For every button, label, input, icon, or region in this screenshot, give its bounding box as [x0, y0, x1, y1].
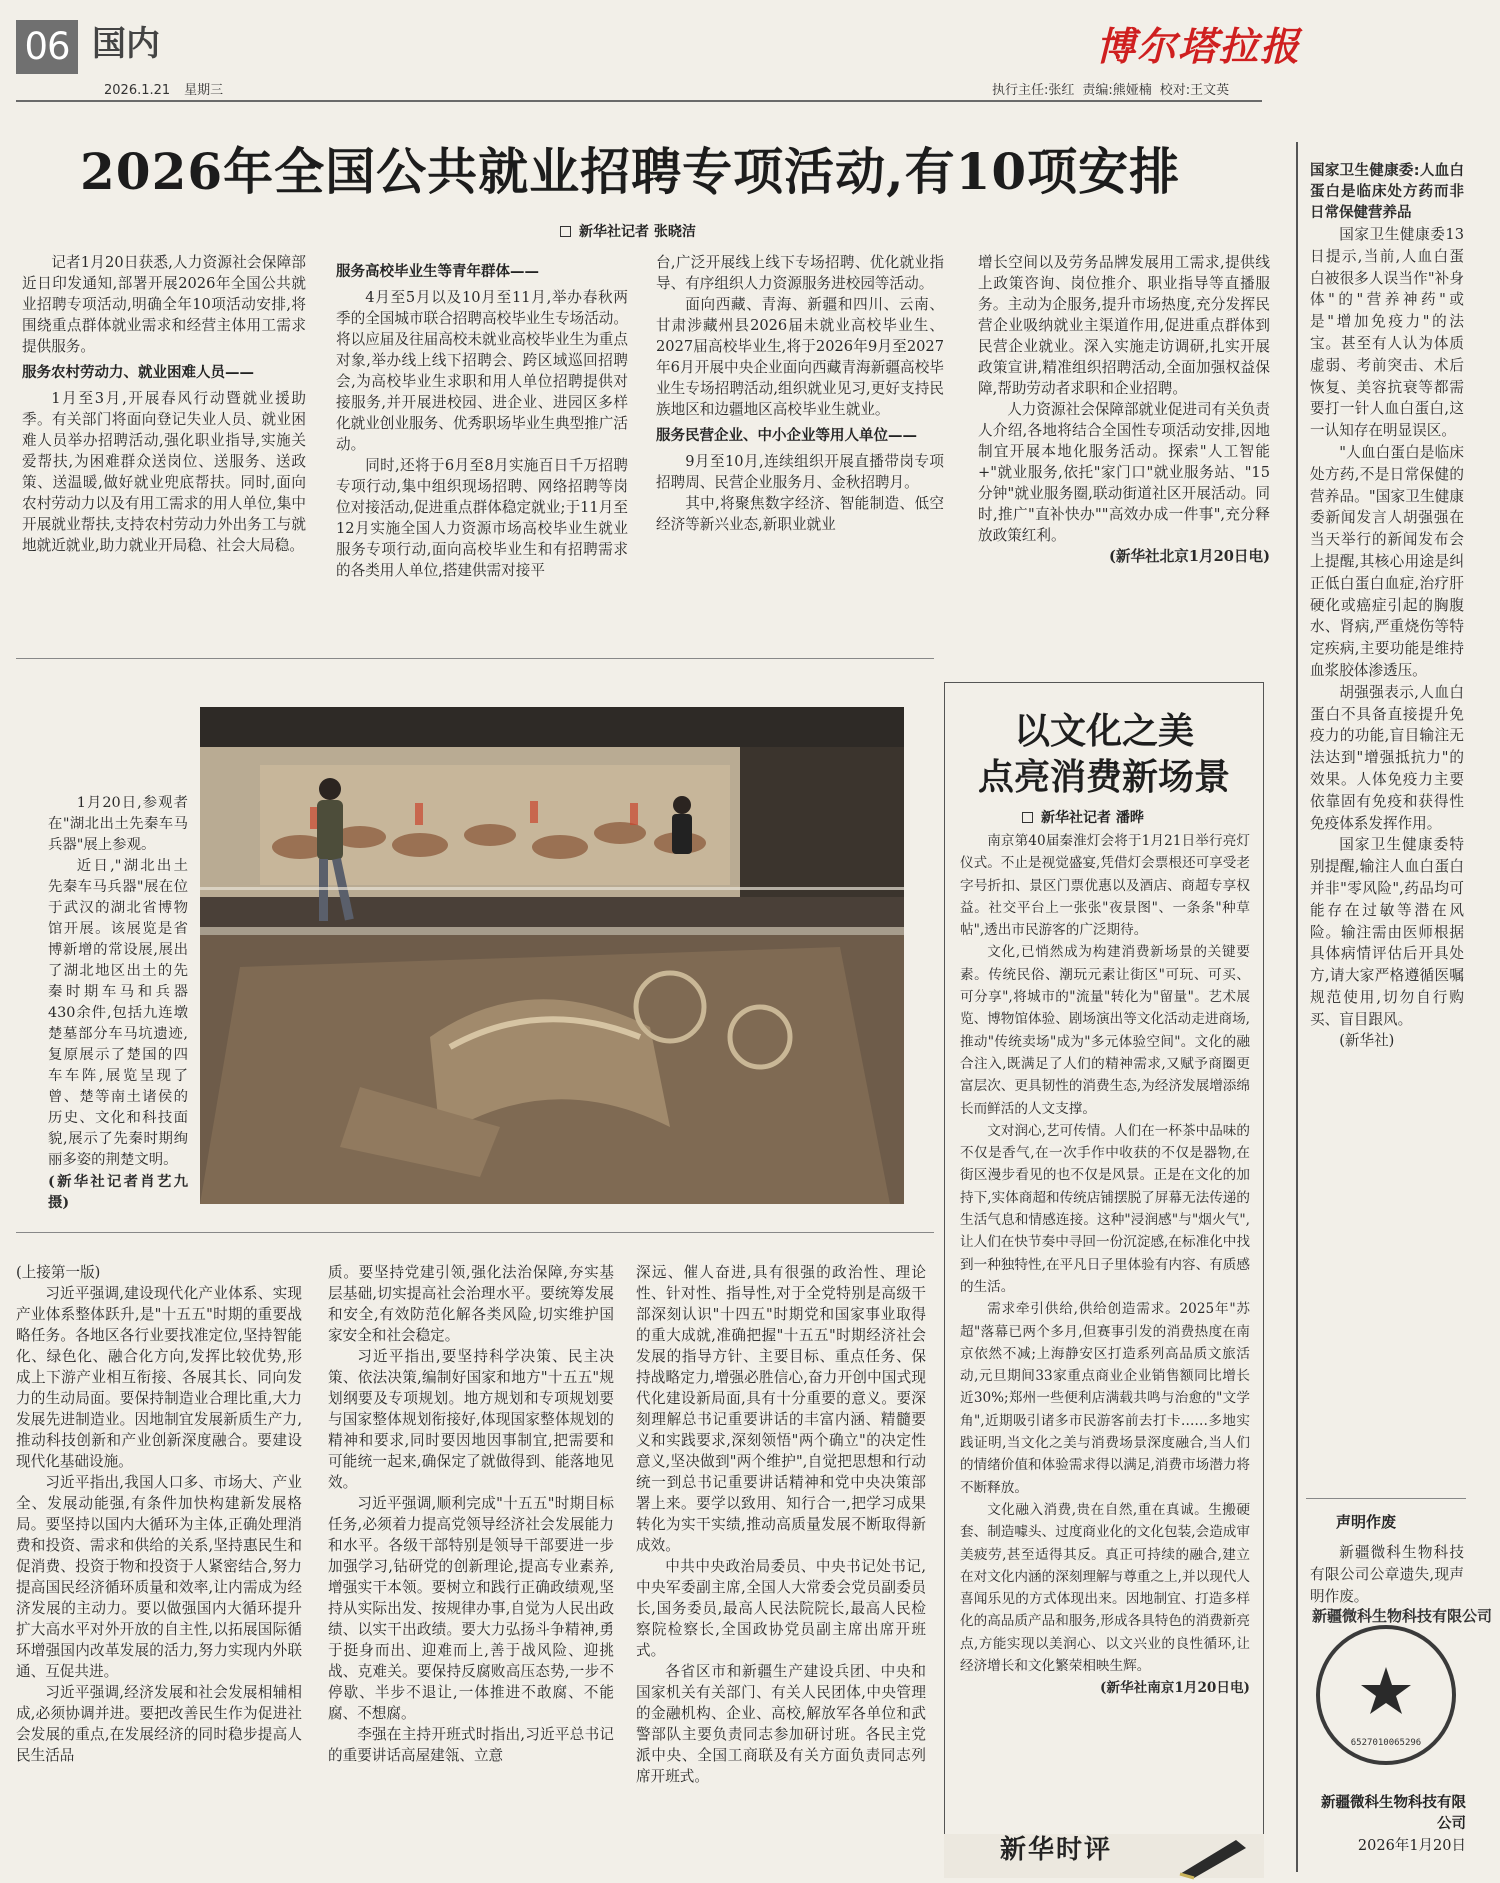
paragraph: 习近平强调,经济发展和社会发展相辅相成,必须协调并进。要把改善民生作为促进社会发展的重点,在发展经济的同时稳步提高人民生活品: [16, 1684, 302, 1764]
sidebar-divider: [1306, 1498, 1466, 1499]
proofreader-name: 校对:王文英: [1159, 83, 1230, 98]
paragraph: (上接第一版): [16, 1264, 101, 1281]
paragraph: 习近平指出,要坚持科学决策、民主决策、依法决策,编制好国家和地方"十五五"规划纲要及专项规划。地方规划和专项规划要与国家整体规划衔接好,体现国家整体规划的精神和要求,同时要因地因事制宜,把需要和可能统一起来,确保定了就做得到、能落地见效。: [328, 1348, 614, 1491]
paragraph: 各省区市和新疆生产建设兵团、中央和国家机关有关部门、有关人民团体,中央管理的金融机构、企业、高校,解放军各单位和武警部队主要负责同志参加研讨班。各民主党派中央、全国工商联及有关方面负责同志列席开班式。: [636, 1663, 926, 1785]
editor-name: 责编:熊娅楠: [1082, 83, 1152, 98]
header-rule: [16, 100, 1262, 102]
dateline-sign: (新华社): [1339, 1032, 1395, 1050]
commentary-title-line-2: 点亮消费新场景: [977, 756, 1230, 798]
caption-intro: 1月20日,参观者在"湖北出土先秦车马兵器"展上参观。: [48, 795, 188, 853]
newspaper-masthead: 博尔塔拉报: [1096, 24, 1302, 70]
dateline: [104, 80, 237, 101]
paragraph: "人血白蛋白是临床处方药,不是日常保健的营养品。"国家卫生健康委新闻发言人胡强强在当天举行的新闻发布会上提醒,其核心用途是纠正低白蛋白血症,治疗肝硬化或癌症引起的胸腹水、肾病,严重烧伤等特定疾病,主要功能是维持血浆胶体渗透压。: [1310, 443, 1464, 679]
editor-credits: [984, 80, 1229, 101]
xinhua-commentary-label: 新华时评: [1000, 1835, 1113, 1865]
sidebar-news: [1310, 161, 1464, 1491]
paragraph: 中共中央政治局委员、中央书记处书记,中央军委副主席,全国人大常委会党员副委员长,国务委员,最高人民法院院长,最高人民检察院检察长,全国政协党员副主席出席开班式。: [636, 1558, 926, 1659]
subheading: 服务高校毕业生等青年群体——: [336, 264, 539, 280]
continued-column-3: [636, 1262, 926, 1870]
paragraph: 质。要坚持党建引领,强化法治保障,夯实基层基础,切实提高社会治理水平。要统筹发展和安全,有效防范化解各类风险,切实维护国家安全和社会稳定。: [328, 1264, 614, 1344]
paragraph: 习近平指出,我国人口多、市场大、产业全、发展动能强,有条件加快构建新发展格局。要坚持以国内大循环为主体,正确处理消费和投资、需求和供给的关系,坚持惠民生和促消费、投资于物和投资于人紧密结合,努力提高国民经济循环质量和效率,让内需成为经济发展的主动力。要以做强国内大循环提升扩大高水平对外开放的自主性,以拓展国际循环增强国内改革发展的活力,努力实现内外联通、互促共进。: [16, 1474, 302, 1680]
paragraph: 习近平强调,顺利完成"十五五"时期目标任务,必须着力提高党领导经济社会发展能力和水平。各级干部特别是领导干部要进一步加强学习,钻研党的创新理论,提高专业素养,增强实干本领。要树立和践行正确政绩观,坚持从实际出发、按规律办事,自觉为人民出政绩、以实干出政绩。要大力弘扬斗争精神,勇于挺身而出、迎难而上,善于战风险、迎挑战、克难关。要保持反腐败高压态势,一步不停歇、半步不退让,一体推进不敢腐、不能腐、不想腐。: [328, 1495, 614, 1722]
company-seal: [1312, 1607, 1493, 1769]
byline-square-icon: [560, 226, 571, 237]
notice-title: 声明作废: [1336, 1513, 1397, 1531]
paragraph: 李强在主持开班式时指出,习近平总书记的重要讲话高屋建瓴、立意: [328, 1726, 614, 1764]
paragraph: 南京第40届秦淮灯会将于1月21日举行亮灯仪式。不止是视觉盛宴,凭借灯会票根还可享受老字号折扣、景区门票优惠以及酒店、商超专享权益。社交平台上一张张"夜景图"、一条条"种草帖",透出市民游客的广泛期待。: [960, 833, 1250, 939]
paragraph: 记者1月20日获悉,人力资源社会保障部近日印发通知,部署开展2026年全国公共就业招聘专项活动,明确全年10项活动安排,将围绕重点群体就业需求和经营主体用工需求提供服务。: [22, 254, 306, 355]
paragraph: 习近平强调,建设现代化产业体系、实现产业体系整体跃升,是"十五五"时期的重要战略任务。各地区各行业要找准定位,坚持智能化、绿色化、融合化方向,发挥比较优势,形成上下游产业相互衔接、各展其长、同向发力的生动局面。要保持制造业合理比重,大力发展先进制造业。因地制宜发展新质生产力,推动科技创新和产业创新深度融合。要建设现代化基础设施。: [16, 1285, 302, 1470]
photo-credit: (新华社记者肖艺九 摄): [48, 1173, 188, 1211]
continued-column-2: [328, 1262, 614, 1870]
dateline-sign: (新华社南京1月20日电): [1100, 1680, 1250, 1697]
paragraph: 同时,还将于6月至8月实施百日千万招聘专项行动,集中组织现场招聘、网络招聘等岗位对接活动,促进重点群体稳定就业;于11月至12月实施全国人力资源市场高校毕业生就业服务专项行动,面向高校毕业生和有招聘需求的各类用人单位,搭建供需对接平: [336, 457, 628, 579]
lead-column-3: [656, 252, 944, 648]
paragraph: 面向西藏、青海、新疆和四川、云南、甘肃涉藏州县2026届未就业高校毕业生、2027届高校毕业生,将于2026年9月至2027年6月开展中央企业面向西藏青海新疆高校毕业生专场招聘活动,组织就业见习,更好支持民族地区和边疆地区高校毕业生就业。: [656, 296, 944, 418]
subheading: 服务农村劳动力、就业困难人员——: [22, 365, 254, 381]
lead-byline: [560, 222, 696, 243]
caption-body: 近日,"湖北出土先秦车马兵器"展在位于武汉的湖北省博物馆开展。该展览是省博新增的常设展,展出了湖北地区出土的先秦时期车马和兵器430余件,包括九连墩楚墓部分车马坑遗迹,复原展示了楚国的四车车阵,展览呈现了曾、楚等南土诸侯的历史、文化和科技面貌,展示了先秦时期绚丽多姿的荆楚文明。: [48, 858, 188, 1168]
paragraph: 国家卫生健康委13日提示,当前,人血白蛋白被很多人误当作"补身体"的"营养神药"或是"增加免疫力"的法宝。甚至有人认为体质虚弱、考前突击、术后恢复、美容抗衰等都需要打一针人血白蛋白,这一认知存在明显误区。: [1310, 226, 1464, 440]
notice-body: 新疆微科生物科技有限公司公章遗失,现声明作废。: [1310, 1544, 1464, 1605]
commentary-byline: [1022, 808, 1144, 829]
paragraph: 9月至10月,连续组织开展直播带岗专项招聘周、民营企业服务月、金秋招聘月。: [656, 453, 944, 491]
museum-exhibit-photo: [200, 707, 904, 1204]
paragraph: 4月至5月以及10月至11月,举办春秋两季的全国城市联合招聘高校毕业生专场活动。将以应届及往届高校未就业高校毕业生为重点对象,举办线上线下招聘会、跨区域巡回招聘会,为高校毕业生求职和用人单位招聘提供对接服务,并开展进校园、进企业、进园区多样化就业创业服务、优秀职场毕业生典型推广活动。: [336, 289, 628, 453]
subheading: 服务民营企业、中小企业等用人单位——: [656, 428, 917, 444]
paragraph: 台,广泛开展线上线下专场招聘、优化就业指导、有序组织人力资源服务进校园等活动。: [656, 254, 944, 292]
seal-number: 6527010065296: [1350, 1738, 1422, 1748]
paragraph: 深远、催人奋进,具有很强的政治性、理论性、针对性、指导性,对于全党特别是高级干部深刻认识"十四五"时期党和国家事业取得的重大成就,准确把握"十五五"时期经济社会发展的指导方针、主要目标、重点任务、保持战略定力,增强必胜信心,奋力开创中国式现代化建设新局面,具有十分重要的意义。要深刻理解总书记重要讲话的丰富内涵、精髓要义和实践要求,深刻领悟"两个确立"的决定性意义,坚决做到"两个维护",自觉把思想和行动统一到总书记重要讲话精神和党中央决策部署上来。要学以致用、知行合一,把学习成果转化为实干实绩,推动高质量发展不断取得新成效。: [636, 1264, 926, 1554]
issue-date: 2026.1.21: [104, 83, 171, 98]
continued-top-rule: [16, 1232, 934, 1233]
lead-column-1: [22, 252, 306, 648]
notice-signer: 新疆微科生物科技有限公司: [1321, 1795, 1466, 1832]
paragraph: 1月至3月,开展春风行动暨就业援助季。有关部门将面向登记失业人员、就业困难人员举办招聘活动,强化职业指导,实施关爱帮扶,为困难群众送岗位、送服务、送政策、送温暖,做好就业兜底帮扶。同时,面向农村劳动力以及有用工需求的用人单位,集中开展就业帮扶,支持农村劳动力外出务工与就地就近就业,助力就业开局稳、社会大局稳。: [22, 390, 306, 554]
continued-column-1: [16, 1262, 302, 1870]
paragraph: 需求牵引供给,供给创造需求。2025年"苏超"落幕已两个多月,但赛事引发的消费热度在南京依然不减;上海静安区打造系列高品质文旅活动,元旦期间33家重点商业企业销售额同比增长近30%;郑州一些便利店满载共鸣与治愈的"文学角",近期吸引诸多市民游客前去打卡……多地实践证明,当文化之美与消费场景深度融合,当人们的情绪价值和体验需求得以满足,消费市场潜力将不断释放。: [960, 1301, 1250, 1496]
lead-bottom-rule: [16, 658, 934, 659]
page-number: 06: [16, 20, 78, 74]
sidebar-headline: 国家卫生健康委:人血白蛋白是临床处方药而非日常保健营养品: [1310, 163, 1464, 221]
paragraph: 人力资源社会保障部就业促进司有关负责人介绍,各地将结合全国性专项活动安排,因地制宜开展本地化服务活动。探索"人工智能+"就业服务,依托"家门口"就业服务站、"15分钟"就业服务圈,联动街道社区开展活动。同时,推广"直补快办""高效办成一件事",充分释放政策红利。: [978, 401, 1270, 544]
photo-caption: [48, 793, 188, 1213]
lead-column-4: [978, 252, 1270, 648]
commentary-byline-text: 新华社记者 潘晔: [1041, 810, 1144, 826]
editor-chief: 执行主任:张红: [992, 83, 1075, 98]
notice-date: 2026年1月20日: [1357, 1838, 1466, 1854]
commentary-title: [958, 708, 1250, 800]
seal-star-icon: [1361, 1667, 1411, 1714]
issue-weekday: 星期三: [184, 83, 224, 98]
paragraph: 国家卫生健康委特别提醒,输注人血白蛋白并非"零风险",药品均可能存在过敏等潜在风险。输注需由医师根据具体病情评估后开具处方,请大家严格遵循医嘱规范使用,切勿自行购买、盲目跟风。: [1310, 836, 1464, 1028]
paragraph: 文对润心,艺可传情。人们在一杯茶中品味的不仅是香气,在一次手作中收获的不仅是器物,在街区漫步看见的也不仅是风景。正是在文化的加持下,实体商超和传统店铺摆脱了屏幕无法传递的生活气息和情感连接。这种"浸润感"与"烟火气",让人们在快节奏中寻回一份沉淀感,在标准化中找到一种独特性,在平凡日子里体验有内容、有质感的生活。: [960, 1122, 1250, 1295]
paragraph: 文化,已悄然成为构建消费新场景的关键要素。传统民俗、潮玩元素让街区"可玩、可买、可分享",将城市的"流量"转化为"留量"。艺术展览、博物馆体验、剧场演出等文化活动走进商场,推动"传统卖场"成为"多元体验空间"。文化的融合注入,既满足了人们的精神需求,又赋予商圈更富层次、更具韧性的消费生态,为经济发展增添绵长而鲜活的人文支撑。: [960, 944, 1250, 1117]
paragraph: 增长空间以及劳务品牌发展用工需求,提供线上政策咨询、岗位推介、职业指导等直播服务。主动为企服务,提升市场热度,充分发挥民营企业吸纳就业主渠道作用,促进重点群体到民营企业就业。深入实施走访调研,扎实开展政策宣讲,精准组织招聘活动,全面加强权益保障,帮助劳动者求职和企业招聘。: [978, 254, 1270, 397]
section-title: 国内: [92, 24, 160, 64]
commentary-title-line-1: 以文化之美: [1013, 710, 1194, 752]
paragraph: 其中,将聚焦数字经济、智能制造、低空经济等新兴业态,新职业就业: [656, 495, 944, 533]
visitor-figure-2: [672, 796, 692, 854]
paragraph: 胡强强表示,人血白蛋白不具备直接提升免疫力的功能,盲目输注无法达到"增强抵抗力"的效果。人体免疫力主要依靠固有免疫和获得性免疫体系发挥作用。: [1310, 683, 1464, 832]
sidebar-border: [1296, 142, 1298, 1872]
seal-text: 新疆微科生物科技有限公司: [1312, 1607, 1493, 1625]
lead-headline: 2026年全国公共就业招聘专项活动,有10项安排: [80, 142, 1181, 201]
commentary-body: [960, 830, 1250, 1820]
dateline-sign: (新华社北京1月20日电): [1108, 548, 1270, 565]
byline-square-icon: [1022, 812, 1033, 823]
lead-column-2: [336, 256, 628, 648]
lead-byline-text: 新华社记者 张晓洁: [579, 224, 696, 240]
paragraph: 文化融入消费,贵在自然,重在真诚。生搬硬套、制造噱头、过度商业化的文化包装,会造成审美疲劳,甚至适得其反。真正可持续的融合,建立在对文化内涵的深刻理解与尊重之上,并以现代人喜闻乐见的方式体现出来。因地制宜、打造多样化的高品质产品和服务,形成各具特色的消费新亮点,方能实现以美润心、以文兴业的良性循环,让经济增长和文化繁荣相映生辉。: [960, 1501, 1250, 1674]
